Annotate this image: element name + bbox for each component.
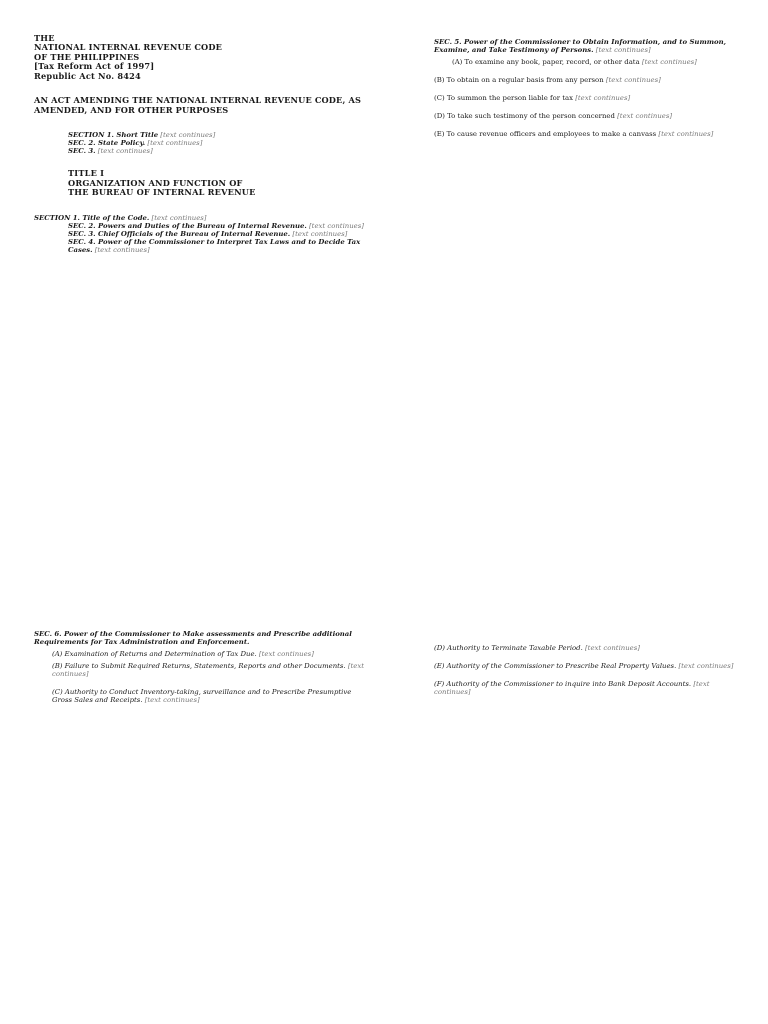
section-1-short-title (68, 131, 366, 139)
section-1-heading: SECTION 1. Short Title (68, 131, 159, 140)
title-i-section-2-continues: [text continues] (308, 222, 364, 230)
top-left-column (34, 34, 366, 254)
section-3-continues: [text continues] (97, 147, 153, 156)
title-i-sections (34, 222, 366, 254)
section-5-subsection-e (434, 130, 734, 138)
title-i-line-3: THE BUREAU OF INTERNAL REVENUE (68, 187, 256, 198)
title-i-section-3-heading: SEC. 3. Chief Officials of the Bureau of Internal Revenue. (68, 230, 291, 239)
bottom-sheet (0, 620, 768, 1024)
section-6-subsection-d (434, 644, 734, 652)
section-5-d-continues: [text continues] (617, 112, 673, 121)
section-6-subsection-c (52, 688, 366, 704)
title-i-section-1 (34, 214, 366, 222)
section-5-heading: SEC. 5. Power of the Commissioner to Obtain Information, and to Summon, Examine, and Take Testimony of Persons. (434, 38, 727, 55)
section-5-b-text: (B) To obtain on a regular basis from any person (434, 76, 604, 85)
document-header (34, 34, 366, 81)
title-i-section-1-heading: SECTION 1. Title of the Code. (34, 213, 150, 222)
section-6-subsection-b (52, 662, 366, 678)
section-2-continues: [text continues] (147, 139, 203, 148)
act-title: AN ACT AMENDING THE NATIONAL INTERNAL REVENUE CODE, AS AMENDED, AND FOR OTHER PURPOSES (34, 95, 362, 116)
section-6-b-heading: (B) Failure to Submit Required Returns, Statements, Reports and other Documents. (52, 662, 346, 671)
section-6-paragraph (34, 630, 366, 646)
title-i-section-3-continues: [text continues] (292, 230, 348, 239)
section-5-e-text: (E) To cause revenue officers and employees to make a canvass (434, 130, 657, 139)
section-6-b-continues: [text continues] (52, 662, 365, 679)
section-3-heading: SEC. 3. (68, 147, 96, 156)
title-i-line-1: TITLE I (68, 168, 105, 179)
title-i-section-4-continues: [text continues] (94, 246, 150, 255)
title-i-section-2-heading: SEC. 2. Powers and Duties of the Bureau of Internal Revenue. (68, 222, 307, 230)
section-5-continues: [text continues] (595, 46, 651, 55)
section-5-c-text: (C) To summon the person liable for tax (434, 94, 573, 103)
top-right-column (434, 38, 734, 138)
bottom-right-column (434, 634, 734, 696)
section-5-subsection-d (434, 112, 734, 120)
section-6-heading: SEC. 6. Power of the Commissioner to Make assessments and Prescribe additional Requirements for Tax Administration and Enforcement. (34, 630, 352, 647)
section-1-continues: [text continues] (160, 131, 216, 140)
title-i-section-4 (68, 238, 366, 254)
title-i-heading (34, 169, 366, 198)
section-5-subsection-c (434, 94, 734, 102)
section-6-d-heading: (D) Authority to Terminate Taxable Period. (434, 644, 583, 652)
header-line-4: [Tax Reform Act of 1997] (34, 61, 155, 72)
section-6-a-continues: [text continues] (258, 650, 314, 659)
section-5-a-text: (A) To examine any book, paper, record, or other data (452, 58, 640, 67)
section-5-subsection-b (434, 76, 734, 84)
title-i-section-1-continues: [text continues] (151, 213, 207, 222)
section-5-a-continues: [text continues] (641, 58, 697, 67)
section-2-heading: SEC. 2. State Policy. (68, 139, 146, 148)
section-5-c-continues: [text continues] (575, 94, 631, 103)
bottom-left-column (34, 630, 366, 704)
preliminary-sections (34, 131, 366, 155)
section-2-state-policy (68, 139, 366, 147)
section-6-e-continues: [text continues] (678, 662, 734, 671)
title-i-section-3 (68, 230, 366, 238)
section-6-c-heading: (C) Authority to Conduct Inventory-taking, surveillance and to Prescribe Presumptive Gross Sales and Receipts. (52, 688, 352, 705)
section-6-a-heading: (A) Examination of Returns and Determination of Tax Due. (52, 650, 257, 659)
section-5-b-continues: [text continues] (605, 76, 661, 85)
title-i-section-2 (68, 222, 366, 230)
section-5-d-text: (D) To take such testimony of the person concerned (434, 112, 615, 121)
section-6-subsection-a (52, 650, 366, 658)
section-6-subsection-f (434, 680, 734, 696)
section-5-subsection-a (434, 58, 734, 66)
section-6-subsection-e (434, 662, 734, 670)
section-3-paragraph (68, 147, 366, 155)
section-6-c-continues: [text continues] (144, 696, 200, 705)
section-5-paragraph (434, 38, 734, 54)
header-line-1: THE (34, 33, 55, 43)
section-6-d-continues: [text continues] (584, 644, 640, 652)
header-line-5: Republic Act No. 8424 (34, 70, 141, 81)
title-i-line-2: ORGANIZATION AND FUNCTION OF (68, 177, 243, 188)
header-line-2: NATIONAL INTERNAL REVENUE CODE (34, 42, 223, 53)
title-i-section-4-heading: SEC. 4. Power of the Commissioner to Interpret Tax Laws and to Decide Tax Cases. (68, 238, 361, 255)
section-5-e-continues: [text continues] (658, 130, 714, 139)
section-6-f-continues: [text continues] (434, 680, 710, 697)
section-6-f-heading: (F) Authority of the Commissioner to inquire into Bank Deposit Accounts. (434, 680, 692, 689)
section-6-subsections-left (34, 650, 366, 704)
section-6-e-heading: (E) Authority of the Commissioner to Prescribe Real Property Values. (434, 662, 677, 671)
header-line-3: OF THE PHILIPPINES (34, 51, 140, 62)
